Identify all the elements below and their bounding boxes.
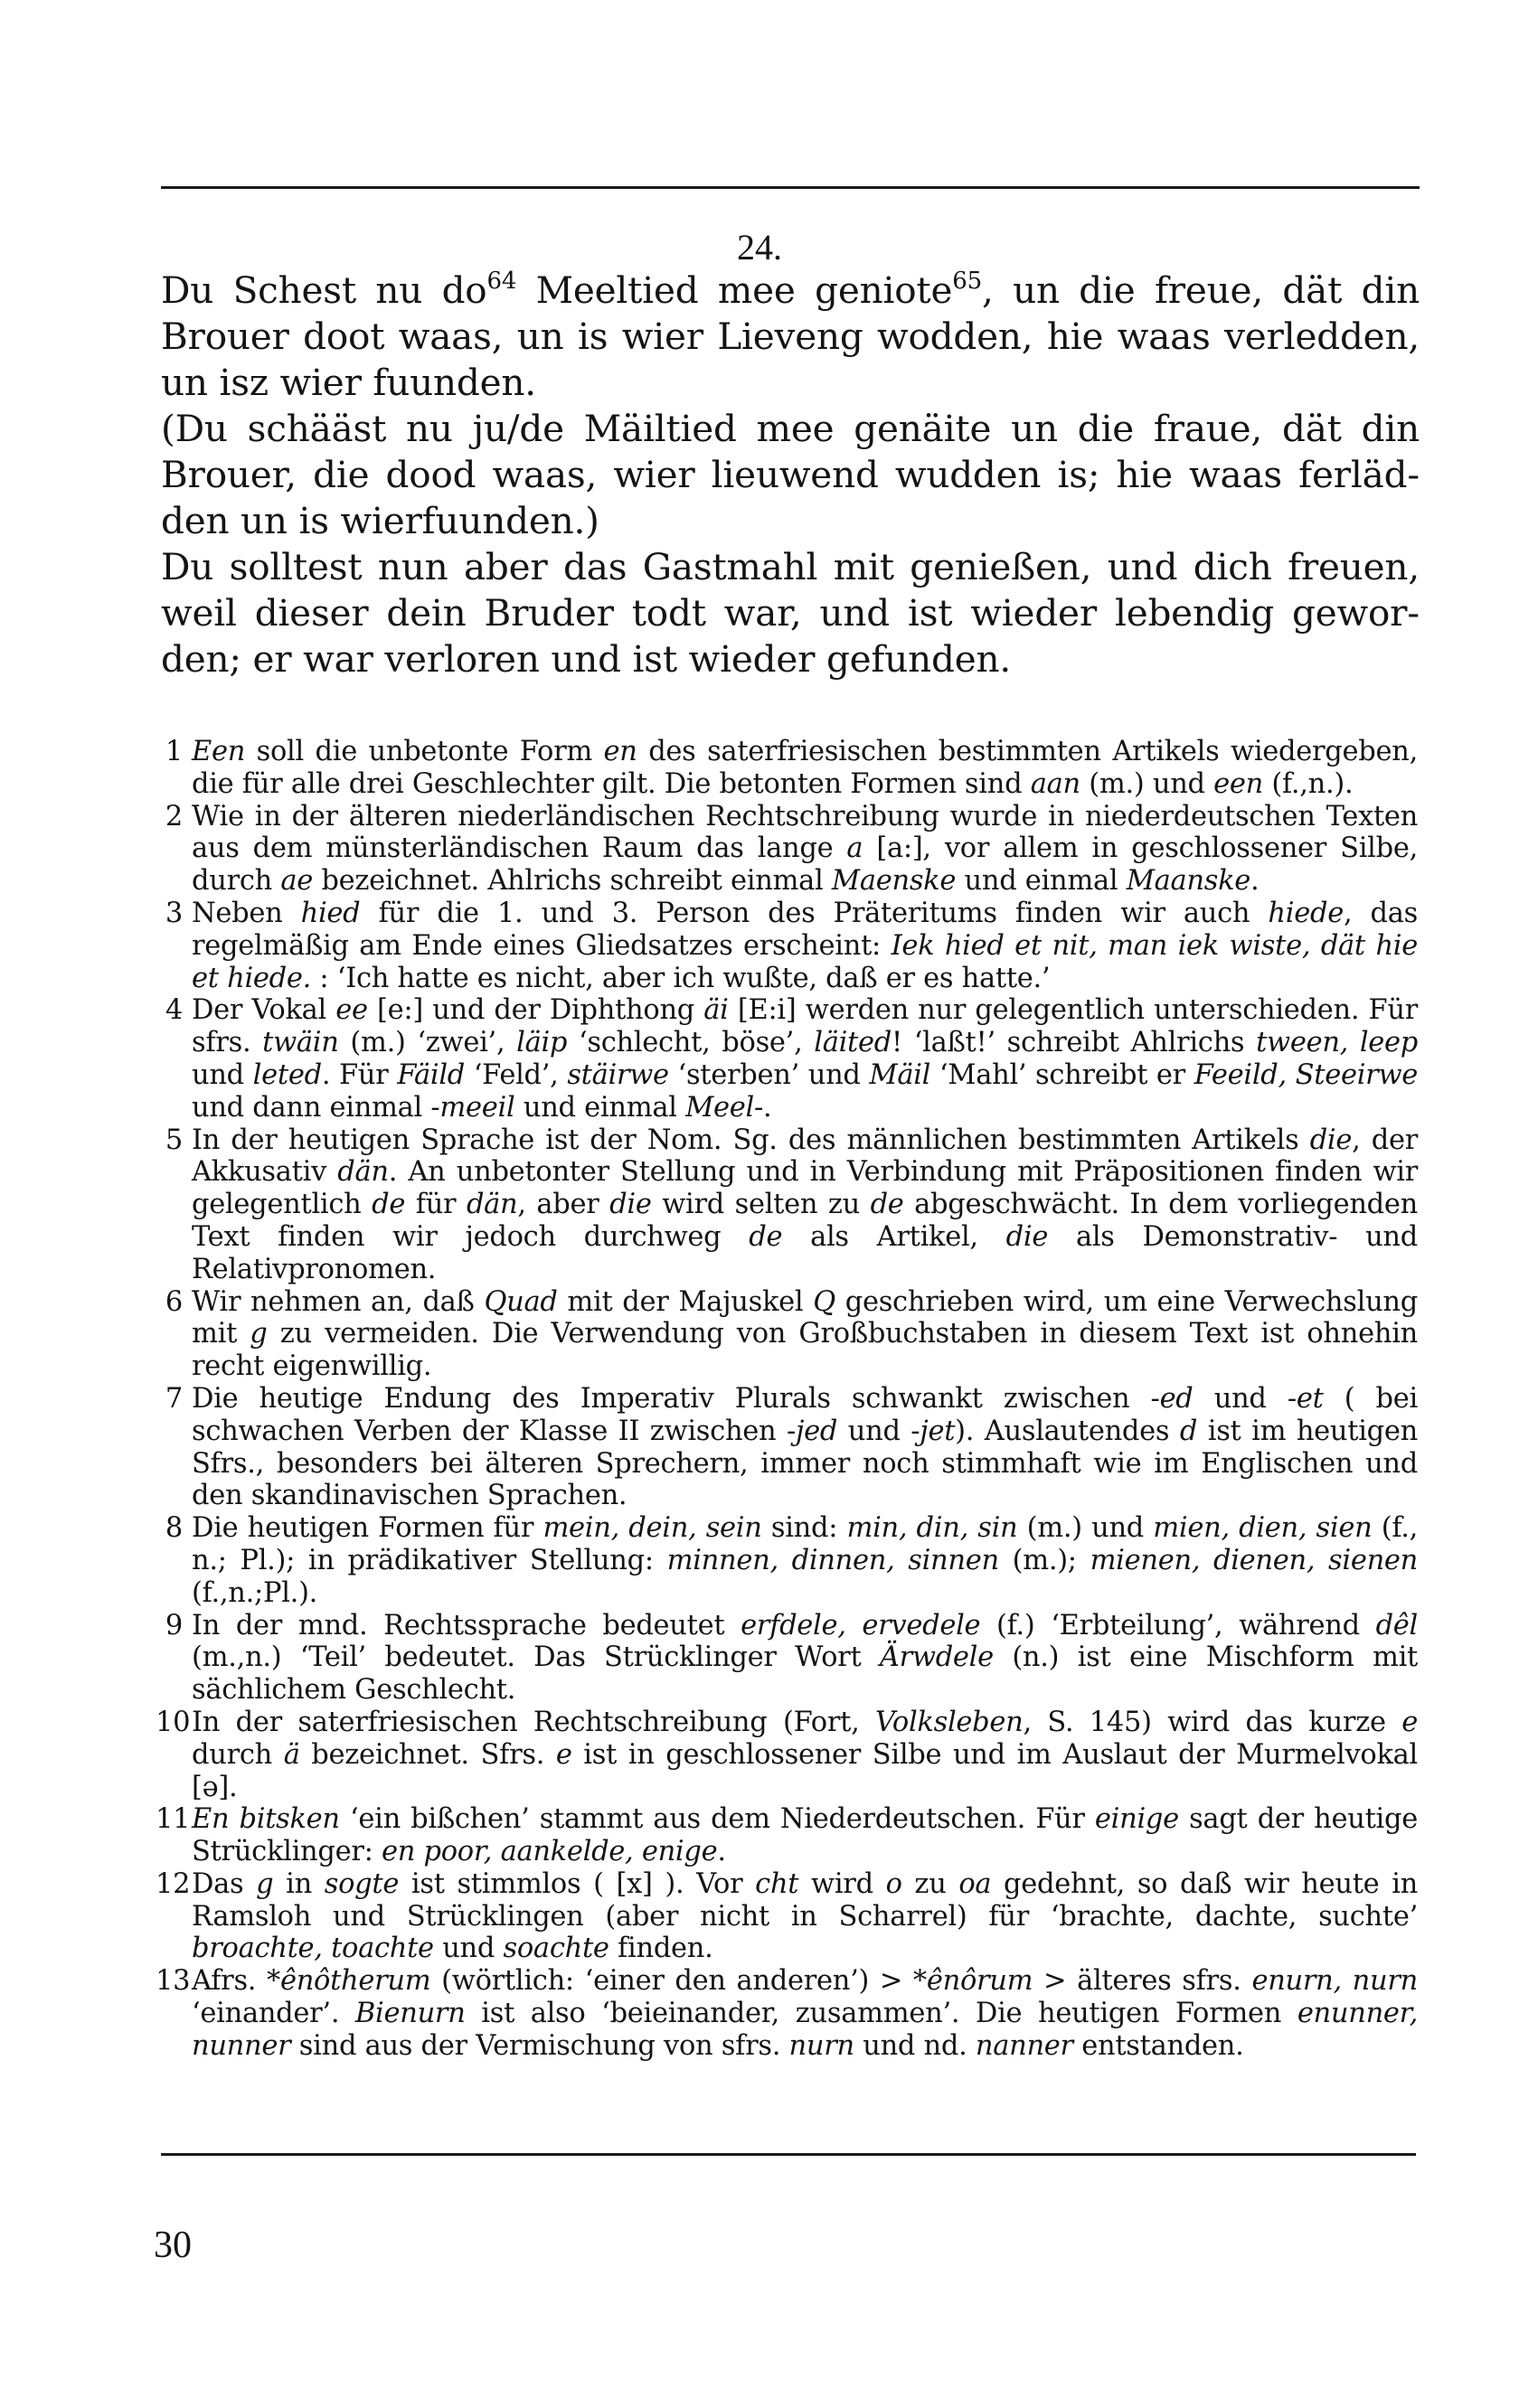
footnote-text-segment: , das regelmäßig am Ende eines Gliedsatzes erscheint: xyxy=(192,897,1418,962)
footnote-text-segment: abgeschwächt. In dem vorliegenden Text finden wir jedoch durchweg xyxy=(192,1189,1418,1253)
bottom-rule xyxy=(161,2153,1416,2156)
footnote-text-segment: bezeichnet. Sfrs. xyxy=(299,1738,556,1771)
footnote-text-segment: und nd. xyxy=(854,2029,976,2062)
footnote-text-segment: (f.,n.). xyxy=(1263,767,1354,800)
main-text xyxy=(161,268,1420,682)
footnote-italic-term: dêl xyxy=(1375,1609,1419,1641)
footnote-number: 11 xyxy=(156,1803,191,1836)
footnote-text-segment: (n.) ist eine Mischform mit sächlichem Geschlecht. xyxy=(192,1641,1418,1707)
footnote-italic-term: min, din, sin xyxy=(846,1512,1018,1545)
footnote-text-segment: mit der Majuskel xyxy=(557,1285,814,1318)
footnote-item xyxy=(156,994,1418,1124)
footnote-italic-term: dän xyxy=(466,1189,518,1221)
footnote-item xyxy=(156,1868,1418,1965)
footnote-text-segment: als Artikel, xyxy=(782,1220,1006,1253)
footnote-text-segment: sagt der heutige Strücklinger: xyxy=(192,1803,1418,1868)
footnote-text-segment: in xyxy=(273,1867,325,1900)
footnote-item xyxy=(156,1610,1418,1707)
footnote-item xyxy=(156,1124,1418,1286)
footnote-text-segment: und einmal xyxy=(514,1091,686,1124)
footnote-text-segment: (m.); xyxy=(998,1544,1090,1576)
footnote-number: 13 xyxy=(156,1965,191,1998)
footnote-number: 7 xyxy=(165,1382,183,1415)
footnote-item xyxy=(156,1707,1418,1803)
footnote-italic-term: g xyxy=(250,1318,268,1350)
footnote-item xyxy=(156,1512,1418,1609)
footnote-italic-term: Mäil xyxy=(869,1058,931,1091)
footnote-italic-term: hiede xyxy=(1268,897,1344,929)
footnote-italic-term: e xyxy=(1401,1706,1418,1738)
footnote-italic-term: minnen, dinnen, sinnen xyxy=(666,1544,999,1576)
footnote-text-segment: (f., n.; Pl.); in prädikativer Stellung: xyxy=(192,1512,1419,1576)
footnote-italic-term: mien, dien, sien xyxy=(1153,1512,1373,1545)
footnote-italic-term: et xyxy=(1296,1382,1324,1415)
footnote-text-segment: und einmal xyxy=(956,865,1127,898)
footnote-text-segment: . An unbetonter Stellung und in Verbindung mit Präpositionen finden wir gelegentlich xyxy=(192,1156,1419,1221)
footnote-italic-term: *ênôrum xyxy=(912,1965,1033,1998)
footnote-text-segment: für xyxy=(405,1189,467,1221)
original-text-part1: Du Schest nu do xyxy=(161,268,487,312)
footnote-text-segment: Afrs. xyxy=(192,1965,267,1998)
footnote-text xyxy=(192,801,1418,898)
footnote-text-segment: [a:], vor allem in geschlossener Silbe, durch xyxy=(192,832,1419,898)
footnote-text-segment: und xyxy=(192,1058,253,1091)
footnote-text-segment: Neben xyxy=(192,897,301,929)
footnote-italic-term: -meeil xyxy=(430,1091,515,1124)
footnote-text xyxy=(192,1610,1418,1707)
footnote-italic-term: de xyxy=(372,1189,406,1221)
footnote-italic-term: ae xyxy=(280,865,314,898)
footnote-text-segment: sind: xyxy=(761,1512,847,1545)
footnote-italic-term: sogte xyxy=(324,1867,400,1900)
footnote-text-segment: ). Auslautendes xyxy=(955,1415,1180,1447)
footnote-item xyxy=(156,1965,1418,2062)
footnote-text-segment: , S. 145) wird das kurze xyxy=(1023,1706,1402,1738)
footnote-italic-term: *ênôtherum xyxy=(267,1965,431,1998)
footnote-italic-term: aan xyxy=(1030,767,1080,800)
footnote-text-segment: bezeichnet. Ahlrichs schreibt einmal xyxy=(313,865,832,898)
footnote-ref-64: 64 xyxy=(486,268,517,295)
footnote-text-segment: für die 1. und 3. Person des Präteritums finden wir auch xyxy=(360,897,1269,929)
section-number: 24. xyxy=(737,227,782,268)
footnote-italic-term: g xyxy=(256,1867,274,1900)
footnote-text-segment: ‘schlecht, böse’, xyxy=(567,1027,815,1059)
footnote-number: 5 xyxy=(165,1124,183,1156)
footnote-text-segment: Der Vokal xyxy=(192,994,336,1027)
footnote-text-segment: geschrieben wird, um eine Verwechslung mit xyxy=(192,1285,1418,1350)
footnote-text xyxy=(192,1803,1418,1868)
footnote-italic-term: Maenske xyxy=(831,865,957,898)
footnote-text-segment: entstanden. xyxy=(1072,2029,1244,2062)
footnote-italic-term: een xyxy=(1213,767,1263,800)
footnote-italic-term: enurn, nurn xyxy=(1251,1965,1418,1998)
footnote-text-segment: . Für xyxy=(321,1058,398,1091)
footnote-text xyxy=(192,1124,1418,1286)
footnote-text-segment: finden. xyxy=(609,1933,713,1965)
footnote-italic-term: mein, dein, sein xyxy=(542,1512,762,1545)
saterfriesisch-modern-paragraph: (Du schääst nu ju/de Mäiltied mee genäite un die fraue, dät din Brouer, die dood waas, wier lieuwend wudden is; hie waas ferlädden un is wierfuunden.) xyxy=(161,407,1420,542)
footnote-text xyxy=(192,1383,1418,1512)
footnote-italic-term: cht xyxy=(755,1867,799,1900)
footnote-text-segment: zu xyxy=(901,1867,959,1900)
footnote-text-segment: (wörtlich: ‘einer den anderen’) > xyxy=(430,1965,913,1998)
footnote-text-segment: ‘sterben’ und xyxy=(668,1058,870,1091)
footnote-number: 10 xyxy=(156,1706,191,1738)
footnote-italic-term: ed xyxy=(1159,1382,1194,1415)
footnote-italic-term: Een xyxy=(192,736,246,767)
footnote-italic-term: Quad xyxy=(484,1285,558,1318)
original-text-part3: , un die freue, dät din Brouer doot waas, un is wier Lieveng wodden, hie waas verledden, un isz wier fuunden. xyxy=(161,268,1420,404)
footnote-italic-term: soachte xyxy=(503,1933,609,1965)
footnote-italic-term: Maanske xyxy=(1126,865,1251,898)
footnote-text-segment: ( bei schwachen Verben der Klasse II zwischen - xyxy=(192,1382,1418,1447)
footnote-italic-term: ee xyxy=(335,994,368,1027)
footnote-text-segment: . xyxy=(717,1836,726,1868)
footnote-text xyxy=(192,1965,1418,2062)
footnote-italic-term: Ärwdele xyxy=(879,1641,994,1674)
footnote-italic-term: oa xyxy=(958,1867,992,1900)
footnote-text-segment: , der Akkusativ xyxy=(192,1124,1419,1189)
footnote-italic-term: die xyxy=(1309,1124,1353,1156)
footnotes-list xyxy=(156,736,1418,2063)
footnote-italic-term: de xyxy=(749,1220,783,1253)
footnote-italic-term: einige xyxy=(1094,1803,1179,1836)
footnote-text-segment: (f.) ‘Erbteilung’, während xyxy=(980,1609,1376,1641)
footnote-italic-term: läited xyxy=(814,1027,892,1059)
footnote-number: 4 xyxy=(165,994,183,1027)
footnote-italic-term: e xyxy=(555,1738,572,1771)
footnote-text-segment: und - xyxy=(1193,1382,1297,1415)
footnote-text-segment: gedehnt, so daß wir heute in Ramsloh und Strücklingen (aber nicht in Scharrel) für ‘brachte, dachte, suchte’ xyxy=(192,1867,1418,1933)
footnote-text-segment: Die heutigen Formen für xyxy=(192,1512,543,1545)
footnote-text-segment: ist im heutigen Sfrs., besonders bei älteren Sprechern, immer noch stimmhaft wie im Englischen und den skandinavischen Sprachen. xyxy=(192,1415,1418,1512)
footnote-text xyxy=(192,898,1418,994)
footnote-text-segment: : ‘Ich hatte es nicht, aber ich wußte, daß er es hatte.’ xyxy=(311,962,1051,994)
footnote-italic-term: stäirwe xyxy=(567,1058,669,1091)
footnote-text-segment: und xyxy=(433,1933,504,1965)
footnote-number: 6 xyxy=(165,1285,183,1318)
footnote-text-segment: Das xyxy=(192,1867,257,1900)
footnote-text-segment: > älteres sfrs. xyxy=(1033,1965,1252,1998)
footnote-text-segment: sind aus der Vermischung von sfrs. xyxy=(290,2029,789,2062)
footnote-italic-term: Fäild xyxy=(397,1058,465,1091)
footnote-italic-term: erfdele, ervedele xyxy=(741,1609,981,1641)
footnote-text xyxy=(192,1707,1418,1803)
footnote-text-segment: (f.,n.;Pl.). xyxy=(192,1576,318,1609)
footnote-text xyxy=(192,1286,1418,1383)
top-rule xyxy=(161,186,1420,189)
footnote-text-segment: wird selten zu xyxy=(651,1189,871,1221)
footnote-italic-term: Iek hied et nit, man iek wiste, dät hie et hiede. xyxy=(192,929,1419,994)
page-number: 30 xyxy=(154,2225,192,2266)
footnote-italic-term: broachte, toachte xyxy=(192,1933,434,1965)
footnote-text-segment: . xyxy=(762,1091,772,1124)
footnote-text xyxy=(192,736,1418,801)
footnote-italic-term: Meel- xyxy=(685,1091,763,1124)
footnote-text-segment: [e:] und der Diphthong xyxy=(367,994,704,1027)
footnote-italic-term: Q xyxy=(813,1285,835,1318)
footnote-item xyxy=(156,1803,1418,1868)
footnote-text-segment: [E:i] werden nur gelegentlich unterschieden. Für sfrs. xyxy=(192,994,1418,1059)
footnote-text-segment: (m.,n.) ‘Teil’ bedeutet. Das Strücklinger Wort xyxy=(192,1641,880,1674)
footnote-text xyxy=(192,994,1418,1124)
footnote-number: 8 xyxy=(165,1512,183,1545)
footnote-text-segment: ist also ‘beieinander, zusammen’. Die heutigen Formen xyxy=(465,1998,1297,2030)
footnote-italic-term: en poor, aankelde, enige xyxy=(382,1836,718,1868)
footnote-text-segment: wird xyxy=(798,1867,886,1900)
footnote-italic-term: hied xyxy=(300,897,361,929)
footnote-text-segment: soll die unbetonte Form xyxy=(245,736,604,767)
footnote-italic-term: die xyxy=(1005,1220,1049,1253)
footnote-ref-65: 65 xyxy=(952,268,982,295)
footnote-italic-term: d xyxy=(1179,1415,1198,1447)
footnote-italic-term: twäin xyxy=(262,1027,339,1059)
footnote-italic-term: enunner, nunner xyxy=(192,1998,1419,2062)
footnote-italic-term: tween, leep xyxy=(1256,1027,1419,1059)
footnote-italic-term: jed xyxy=(796,1415,838,1447)
footnote-text-segment: ! ‘laßt!’ schreibt Ahlrichs xyxy=(891,1027,1257,1059)
footnote-text-segment: Wie in der älteren niederländischen Rechtschreibung wurde in niederdeutschen Texten aus dem münsterländischen Raum das lange xyxy=(192,800,1418,865)
footnote-text-segment: In der heutigen Sprache ist der Nom. Sg. des männlichen bestimmten Artikels xyxy=(192,1124,1310,1156)
footnote-text-segment: . xyxy=(1250,865,1260,898)
footnote-item xyxy=(156,898,1418,994)
footnote-text-segment: ‘ein bißchen’ stammt aus dem Niederdeutschen. Für xyxy=(339,1803,1095,1836)
footnote-italic-term: Feeild, Steeirwe xyxy=(1194,1058,1419,1091)
footnote-item xyxy=(156,1286,1418,1383)
footnote-item xyxy=(156,1383,1418,1512)
footnote-italic-term: de xyxy=(870,1189,904,1221)
footnote-italic-term: en xyxy=(603,736,637,767)
footnote-italic-term: nurn xyxy=(788,2029,854,2062)
footnote-italic-term: läip xyxy=(516,1027,568,1059)
saterfriesisch-original-paragraph xyxy=(161,268,1420,406)
footnote-text-segment: (m.) ‘zwei’, xyxy=(338,1027,517,1059)
footnote-italic-term: a xyxy=(846,832,863,865)
footnote-item xyxy=(156,801,1418,898)
footnote-italic-term: jet xyxy=(920,1415,956,1447)
footnote-italic-term: Volksleben xyxy=(874,1706,1024,1738)
footnote-text-segment: zu vermeiden. Die Verwendung von Großbuchstaben in diesem Text ist ohnehin recht eigenwillig. xyxy=(192,1318,1418,1383)
footnote-italic-term: die xyxy=(609,1189,652,1221)
footnote-italic-term: dän xyxy=(337,1156,389,1189)
footnote-number: 2 xyxy=(165,800,183,832)
german-translation-paragraph: Du solltest nun aber das Gastmahl mit genießen, und dich freuen, weil dieser dein Bruder todt war, und ist wieder lebendig geworden; er war verloren und ist wieder gefunden. xyxy=(161,545,1420,681)
footnote-text xyxy=(192,1512,1418,1609)
footnote-text-segment: In der saterfriesischen Rechtschreibung (Fort, xyxy=(192,1706,875,1738)
footnote-number: 1 xyxy=(165,736,183,767)
footnote-text-segment: und dann einmal xyxy=(192,1091,431,1124)
footnote-italic-term: En bitsken xyxy=(192,1803,340,1836)
footnote-text-segment: ist stimmlos ( [x] ). Vor xyxy=(399,1867,756,1900)
footnote-text-segment: durch xyxy=(192,1738,284,1771)
footnote-text xyxy=(192,1868,1418,1965)
footnote-number: 3 xyxy=(165,897,183,929)
footnote-text-segment: als Demonstrativ- und Relativpronomen. xyxy=(192,1220,1418,1285)
footnote-text-segment: und - xyxy=(837,1415,920,1447)
original-text-part2: Meeltied mee geniote xyxy=(516,268,953,312)
footnote-text-segment: des saterfriesischen bestimmten Artikels wiedergeben, die für alle drei Geschlechter gilt. Die betonten Formen sind xyxy=(192,736,1418,800)
footnote-text-segment: , aber xyxy=(517,1189,610,1221)
footnote-text-segment: ‘einander’. xyxy=(192,1998,355,2030)
footnote-italic-term: mienen, dienen, sienen xyxy=(1090,1544,1419,1576)
footnote-italic-term: Bienurn xyxy=(354,1998,466,2030)
footnote-italic-term: leted xyxy=(252,1058,322,1091)
footnote-text-segment: (m.) und xyxy=(1080,767,1214,800)
footnote-italic-term: ä xyxy=(283,1738,300,1771)
footnote-text-segment: Wir nehmen an, daß xyxy=(192,1285,485,1318)
footnote-text-segment: ist in geschlossener Silbe und im Auslaut der Murmelvokal [ə]. xyxy=(192,1738,1418,1803)
footnote-text-segment: Die heutige Endung des Imperativ Plurals schwankt zwischen - xyxy=(192,1382,1160,1415)
footnote-item xyxy=(156,736,1418,801)
footnote-text-segment: In der mnd. Rechtssprache bedeutet xyxy=(192,1609,741,1641)
footnote-number: 12 xyxy=(156,1867,191,1900)
footnote-italic-term: nanner xyxy=(975,2029,1073,2062)
footnote-italic-term: o xyxy=(885,1867,902,1900)
footnote-text-segment: ‘Feld’, xyxy=(465,1058,568,1091)
footnote-number: 9 xyxy=(165,1609,183,1641)
footnote-text-segment: ‘Mahl’ schreibt er xyxy=(930,1058,1194,1091)
footnote-italic-term: äi xyxy=(703,994,729,1027)
footnote-text-segment: (m.) und xyxy=(1017,1512,1154,1545)
